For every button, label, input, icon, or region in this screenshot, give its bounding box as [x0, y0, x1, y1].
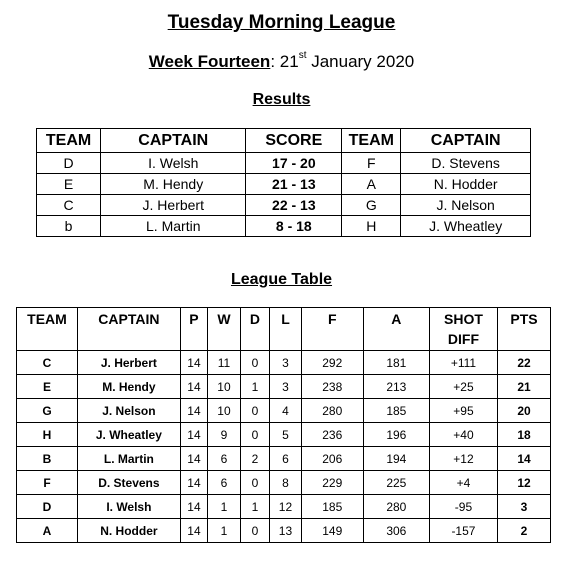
results-cell-opp-captain: J. Nelson	[401, 195, 531, 216]
results-col-opp-captain: CAPTAIN	[401, 129, 531, 153]
week-date-line	[0, 52, 563, 72]
league-cell-shot-diff: +95	[429, 399, 497, 423]
league-cell-team: B	[17, 447, 78, 471]
league-col-played: P	[180, 308, 207, 351]
league-cell-points: 2	[498, 519, 551, 543]
date-separator: :	[270, 52, 280, 71]
week-label: Week Fourteen	[148, 52, 271, 71]
league-cell-captain: L. Martin	[78, 447, 181, 471]
league-cell-shot-diff: +111	[429, 351, 497, 375]
league-cell-team: E	[17, 375, 78, 399]
results-cell-opp-captain: J. Wheatley	[401, 216, 531, 237]
table-row	[17, 423, 551, 447]
league-col-for: F	[301, 308, 363, 351]
league-cell-captain: D. Stevens	[78, 471, 181, 495]
league-cell-won: 1	[208, 519, 241, 543]
league-cell-for: 229	[301, 471, 363, 495]
league-cell-points: 18	[498, 423, 551, 447]
league-cell-won: 9	[208, 423, 241, 447]
league-cell-played: 14	[180, 399, 207, 423]
league-cell-for: 236	[301, 423, 363, 447]
league-cell-lost: 4	[270, 399, 302, 423]
league-cell-captain: M. Hendy	[78, 375, 181, 399]
league-col-against: A	[363, 308, 429, 351]
league-cell-for: 206	[301, 447, 363, 471]
league-cell-against: 194	[363, 447, 429, 471]
league-cell-for: 280	[301, 399, 363, 423]
league-cell-shot-diff: -157	[429, 519, 497, 543]
league-cell-shot-diff: -95	[429, 495, 497, 519]
page-title: Tuesday Morning League	[167, 12, 396, 33]
results-cell-team: E	[37, 174, 101, 195]
league-cell-drawn: 1	[240, 375, 269, 399]
table-row	[17, 375, 551, 399]
league-cell-captain: N. Hodder	[78, 519, 181, 543]
league-cell-played: 14	[180, 447, 207, 471]
league-cell-drawn: 0	[240, 423, 269, 447]
league-col-shot-diff: SHOT DIFF	[429, 308, 497, 351]
results-cell-opp-team: F	[342, 153, 401, 174]
table-row	[37, 195, 531, 216]
results-cell-score: 8 - 18	[246, 216, 342, 237]
league-cell-against: 306	[363, 519, 429, 543]
league-cell-played: 14	[180, 471, 207, 495]
league-col-lost: L	[270, 308, 302, 351]
league-cell-points: 3	[498, 495, 551, 519]
league-cell-against: 213	[363, 375, 429, 399]
league-cell-drawn: 0	[240, 399, 269, 423]
league-cell-against: 280	[363, 495, 429, 519]
league-cell-points: 22	[498, 351, 551, 375]
results-col-team: TEAM	[37, 129, 101, 153]
league-cell-points: 12	[498, 471, 551, 495]
results-table	[36, 128, 531, 237]
league-cell-drawn: 0	[240, 351, 269, 375]
league-cell-drawn: 2	[240, 447, 269, 471]
table-row	[37, 153, 531, 174]
league-cell-captain: J. Herbert	[78, 351, 181, 375]
league-cell-for: 185	[301, 495, 363, 519]
results-cell-opp-captain: D. Stevens	[401, 153, 531, 174]
league-cell-against: 181	[363, 351, 429, 375]
league-cell-played: 14	[180, 423, 207, 447]
results-col-score: SCORE	[246, 129, 342, 153]
league-cell-played: 14	[180, 519, 207, 543]
results-cell-captain: I. Welsh	[101, 153, 246, 174]
results-col-captain: CAPTAIN	[101, 129, 246, 153]
league-cell-lost: 6	[270, 447, 302, 471]
league-cell-points: 20	[498, 399, 551, 423]
date-suffix: st	[298, 50, 307, 61]
league-cell-lost: 12	[270, 495, 302, 519]
table-row	[17, 399, 551, 423]
league-cell-won: 10	[208, 399, 241, 423]
results-cell-team: b	[37, 216, 101, 237]
league-cell-won: 6	[208, 447, 241, 471]
league-cell-captain: J. Wheatley	[78, 423, 181, 447]
league-cell-for: 292	[301, 351, 363, 375]
league-cell-drawn: 0	[240, 471, 269, 495]
results-cell-score: 22 - 13	[246, 195, 342, 216]
results-cell-captain: J. Herbert	[101, 195, 246, 216]
date-day: 21	[279, 52, 299, 71]
league-cell-team: A	[17, 519, 78, 543]
table-row	[17, 447, 551, 471]
table-row	[37, 216, 531, 237]
league-cell-lost: 3	[270, 375, 302, 399]
league-cell-captain: I. Welsh	[78, 495, 181, 519]
league-cell-shot-diff: +40	[429, 423, 497, 447]
league-cell-shot-diff: +25	[429, 375, 497, 399]
results-cell-score: 21 - 13	[246, 174, 342, 195]
league-cell-drawn: 0	[240, 519, 269, 543]
league-header-row	[17, 308, 551, 351]
results-cell-opp-team: G	[342, 195, 401, 216]
date-rest: January 2020	[306, 52, 415, 71]
league-cell-won: 1	[208, 495, 241, 519]
results-cell-score: 17 - 20	[246, 153, 342, 174]
league-cell-for: 149	[301, 519, 363, 543]
league-cell-played: 14	[180, 375, 207, 399]
league-table	[16, 307, 551, 543]
league-cell-played: 14	[180, 495, 207, 519]
league-cell-points: 21	[498, 375, 551, 399]
results-cell-team: D	[37, 153, 101, 174]
table-row	[17, 519, 551, 543]
results-header-row	[37, 129, 531, 153]
league-cell-shot-diff: +12	[429, 447, 497, 471]
results-cell-opp-captain: N. Hodder	[401, 174, 531, 195]
league-cell-lost: 5	[270, 423, 302, 447]
league-cell-captain: J. Nelson	[78, 399, 181, 423]
results-cell-team: C	[37, 195, 101, 216]
league-cell-against: 185	[363, 399, 429, 423]
league-cell-team: D	[17, 495, 78, 519]
league-table-heading: League Table	[230, 271, 333, 288]
league-cell-lost: 3	[270, 351, 302, 375]
league-cell-won: 11	[208, 351, 241, 375]
results-cell-captain: L. Martin	[101, 216, 246, 237]
league-cell-team: C	[17, 351, 78, 375]
league-col-won: W	[208, 308, 241, 351]
results-cell-captain: M. Hendy	[101, 174, 246, 195]
league-col-drawn: D	[240, 308, 269, 351]
league-cell-team: G	[17, 399, 78, 423]
league-cell-shot-diff: +4	[429, 471, 497, 495]
league-cell-against: 196	[363, 423, 429, 447]
league-cell-won: 6	[208, 471, 241, 495]
league-cell-played: 14	[180, 351, 207, 375]
league-cell-lost: 13	[270, 519, 302, 543]
table-row	[37, 174, 531, 195]
league-cell-drawn: 1	[240, 495, 269, 519]
league-cell-points: 14	[498, 447, 551, 471]
league-cell-won: 10	[208, 375, 241, 399]
results-heading: Results	[252, 91, 311, 108]
league-col-captain: CAPTAIN	[78, 308, 181, 351]
results-col-opp-team: TEAM	[342, 129, 401, 153]
league-col-team: TEAM	[17, 308, 78, 351]
table-row	[17, 471, 551, 495]
table-row	[17, 495, 551, 519]
league-cell-lost: 8	[270, 471, 302, 495]
league-col-points: PTS	[498, 308, 551, 351]
table-row	[17, 351, 551, 375]
league-cell-team: H	[17, 423, 78, 447]
league-cell-for: 238	[301, 375, 363, 399]
results-cell-opp-team: A	[342, 174, 401, 195]
results-cell-opp-team: H	[342, 216, 401, 237]
league-cell-team: F	[17, 471, 78, 495]
league-cell-against: 225	[363, 471, 429, 495]
